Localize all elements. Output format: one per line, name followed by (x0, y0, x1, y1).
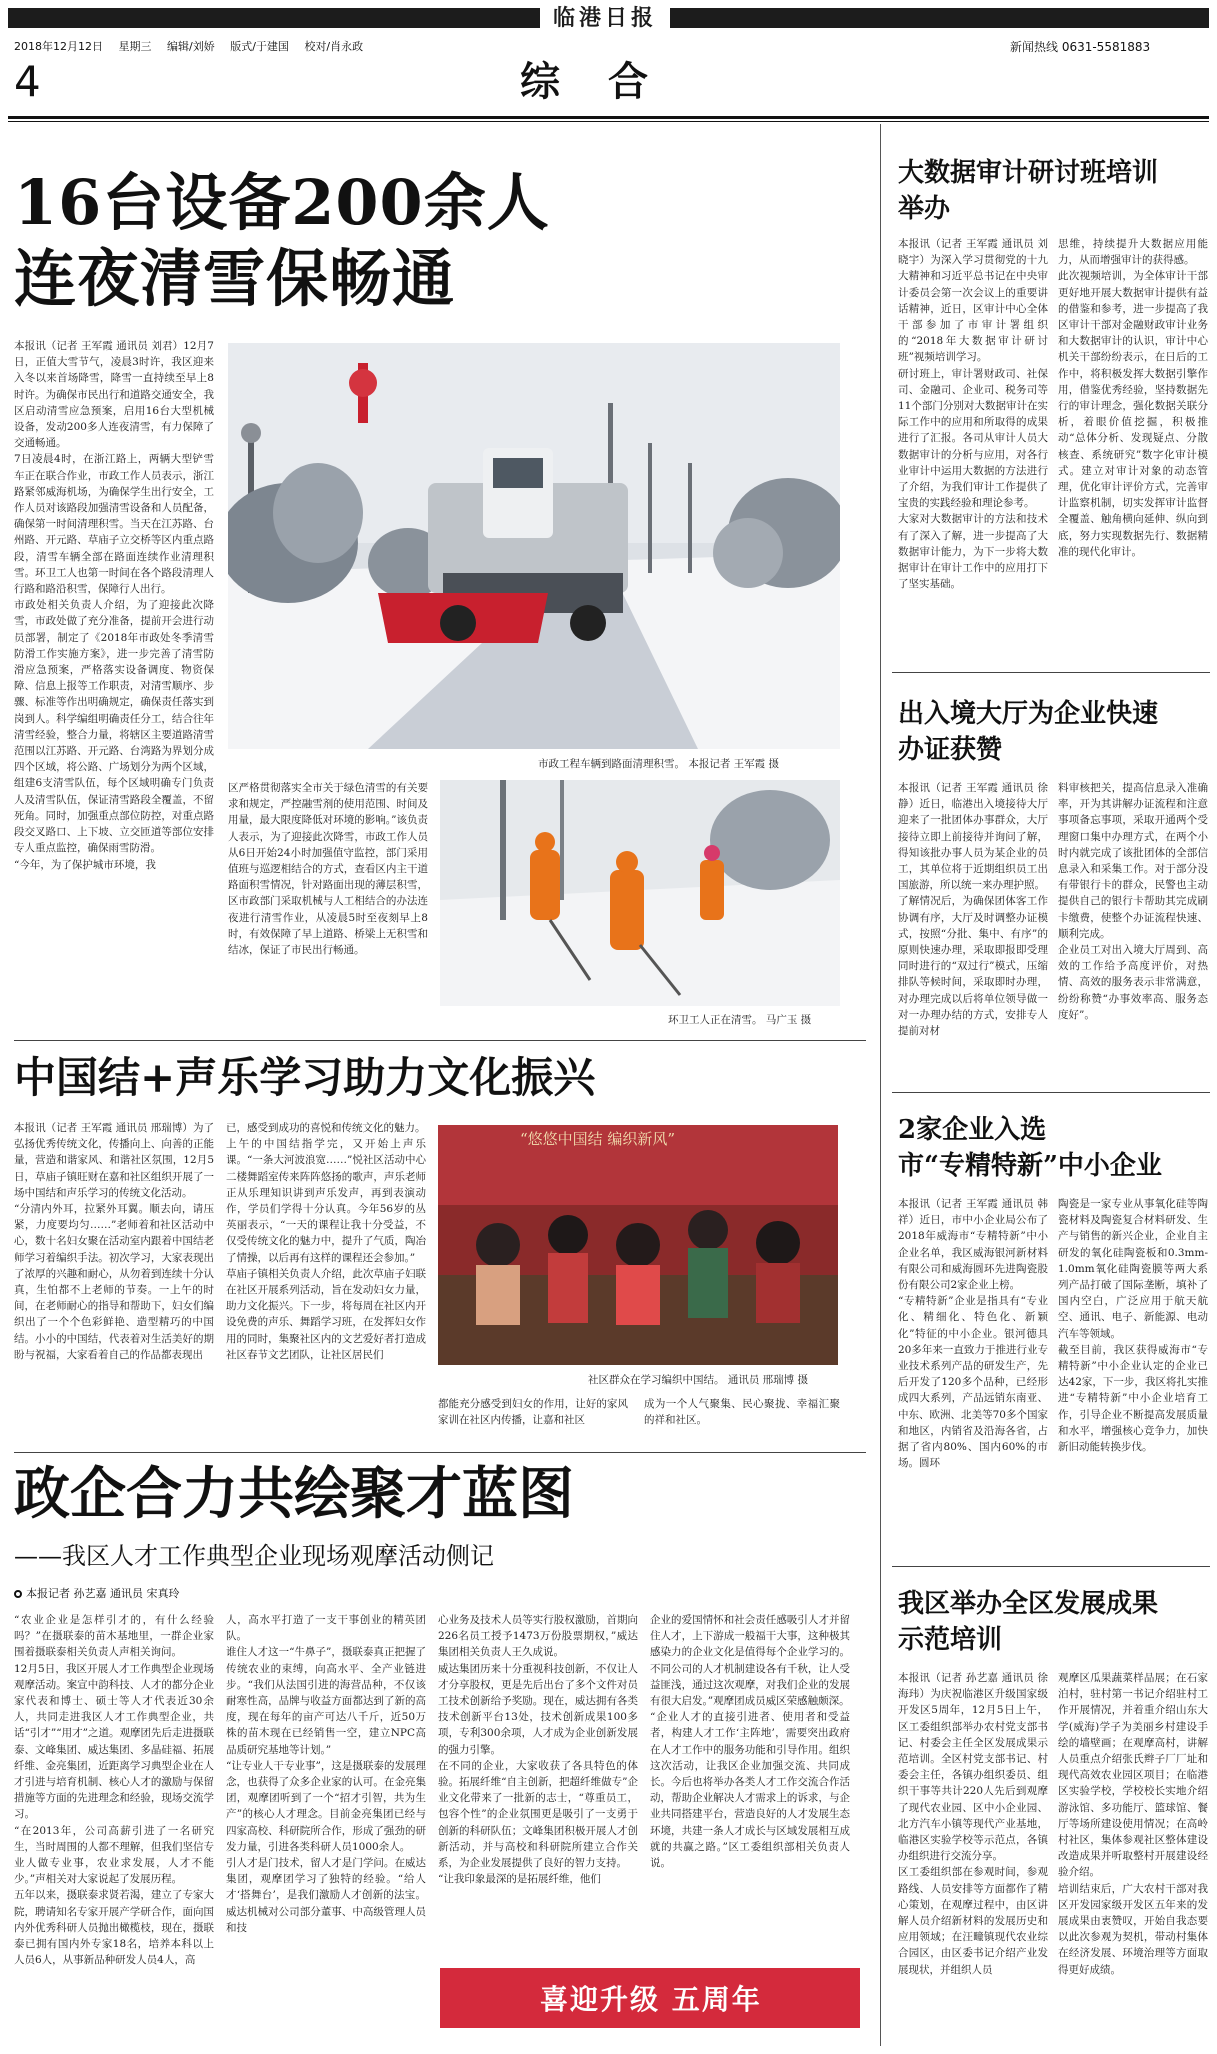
section-rule-2 (14, 1452, 866, 1453)
issue-weekday: 星期三 (118, 40, 152, 53)
article3-col2: 人，高水平打造了一支干事创业的精英团队。 谁住人才这一“牛鼻子”，摄联泰真正把握了传统农业的束缚，向高水平、全产业链进步。“我们从法国引进的海营品种，不仅该耐寒性高，品牌与收益方面都达到了新的高度，现在每年的亩产可达八千斤，近50万株的苗木现在已经销售一空，建立NPC高品质研究基地等计划。” “让专业人干专业事”，这是摄联泰的发展理念，也获得了众多企业家的认可。在金亮集团，观摩团听到了一个“招才引智，共为生产”的核心人才理念。目前金亮集团已经与四家高校、科研院所合作，形成了强劲的研发力量，引进各类科研人员1000余人。 引人才是门技术，留人才是门学问。在威达集团，观摩团学习了独特的经验。“给人才‘搭舞台’，是我们激励人才创新的法宝。威达机械对公司部分董事、中高级管理人员和技 (226, 1614, 426, 1934)
byline-bullet-icon (14, 1590, 22, 1598)
side1-col1: 本报讯（记者 王军霞 通讯员 刘晓宇）为深入学习贯彻党的十九大精神和习近平总书记在中央审计委员会第一次会议上的重要讲话精神，近日，区审计中心全体干部参加了市审计署组织的“2018年大数据审计研讨班”视频培训学习。 研讨班上，审计署财政司、社保司、金融司、企业司、税务司等11个部门分别对大数据审计在实际工作中的应用和所取得的成果进行了汇报。各司从审计人员大数据审计的分析与应用，对各行业审计中运用大数据的方法进行了介绍，为我们审计工作提供了宝贵的实践经验和理论参考。 大家对大数据审计的方法和技术有了深入了解，进一步提高了大数据审计能力，为下一步将大数据审计在审计工作中的应用打下了坚实基础。 (898, 238, 1048, 591)
article3-byline (14, 1585, 180, 1601)
side-rule-3 (892, 1566, 1210, 1567)
proof-credit: 校对/肖永政 (304, 40, 364, 53)
photo3-caption: 社区群众在学习编织中国结。 通讯员 邢瑞博 摄 (588, 1374, 809, 1386)
article3-col3: 心业务及技术人员等实行股权激励，首期向226名员工授予1473万份股票期权，”威达集团相关负责人王久成说。 威达集团历来十分重视科技创新，不仅让人才分享股权，更是先后出台了多个文件对员工技术创新给予奖励。现在，威达拥有各类技术创新平台13处，技术创新成果100多项，专利300余项，人才成为企业创新发展的强力引擎。 在不同的企业，大家收获了各具特色的体验。拓展纤维“自主创新，把超纤维做专”企业文化带来了一批新的志士，“尊重员工，包容个性”的企业氛围更是吸引了一支勇于创新的科研队伍；文峰集团积极开展人才创新活动，并与高校和科研院所建立合作关系，为企业发展提供了良好的智力支持。 “让我印象最深的是拓展纤维，他们 (438, 1614, 638, 1886)
issue-meta (14, 38, 375, 54)
section-rule-1 (14, 1040, 866, 1041)
article1-col1: 本报讯（记者 王军霞 通讯员 刘君）12月7日，正值大雪节气，凌晨3时许，我区迎来入冬以来首场降雪，降雪一直持续至早上8时许。为确保市民出行和道路交通安全，我区启动清雪应急预案，启用16台大型机械设备，发动200多人连夜清雪，有力保障了交通畅通。 7日凌晨4时，在浙江路上，两辆大型铲雪车正在联合作业，市政工作人员表示，浙江路紧邻威海机场，为确保学生出行安全，工作人员对该路段加强清雪设备和人员配备，确保第一时间清理积雪。当天在江苏路、台州路、开元路、草庙子立交桥等区内重点路段，清雪车辆全部在路面连续作业清理积雪。环卫工人也第一时间在各个路段清理人行路和路沿积雪，保障行人出行。 市政处相关负责人介绍，为了迎接此次降雪，市政处做了充分准备，提前开会进行动员部署，制定了《2018年市政处冬季清雪防滑工作实施方案》，进一步完善了清雪防滑应急预案，严格落实设备调度、物资保障、信息上报等工作职责，对清雪顺序、步骤、标准等作出明确规定，确保责任落实到岗到人。科学编组明确责任分工，结合往年清雪经验，整合力量，将辖区主要道路清雪范围以江苏路、开元路、台湾路为界划分成四个区域，将公路、广场划分为两个区域，组建6支清雪队伍，每个区域明确专门负责人及清雪队伍，保证清雪路段全覆盖，不留死角。同时，加强重点部位防控，对重点路段交叉路口、上下坡、立交匝道等部位安排专人重点监控，确保雨雪防滑。 “今年，为了保护城市环境，我 (14, 340, 214, 871)
newspaper-logo: 临港日报 (540, 4, 670, 32)
photo-banner-text: “悠悠中国结 编织新风” (520, 1130, 676, 1148)
headline-development-training: 我区举办全区发展成果 示范培训 (898, 1589, 1159, 1655)
side3-col2: 陶瓷是一家专业从事氧化硅等陶瓷材料及陶瓷复合材料研发、生产与销售的新兴企业，企业自主研发的氧化硅陶瓷板和0.3mm-1.0mm氧化硅陶瓷膜等两大系列产品打破了国际垄断，填补了国内空白，广泛应用于航天航空、通讯、电子、新能源、电动汽车等领域。 截至目前，我区获得威海市“专精特新”中小企业认定的企业已达42家，下一步，我区将扎实推进“专精特新”中小企业培育工作，引导企业不断提高发展质量和水平，增强核心竞争力，加快新旧动能转换步伐。 (1058, 1198, 1208, 1454)
headline-audit-training: 大数据审计研讨班培训 举办 (898, 158, 1159, 224)
article3-col4: 企业的爱国情怀和社会责任感吸引人才并留住人才，上下游成一般福干大事，这种极其感染力的企业文化是值得每个企业学习的。不同公司的人才机制建设各有千秋，让人受益匪浅，通过这次观摩，对我们企业的发展有很大启发。”观摩团成员威区荣感触颇深。 “企业人才的直接引进者、使用者和受益者，构建人才工作‘主阵地’，需要突出政府在人才工作中的服务功能和引导作用。组织这次活动，让我区企业加强交流、共同成长。今后也将举办各类人才工作交流合作活动，帮助企业解决人才需求上的诉求，与企业共同搭建平台，营造良好的人才发展生态环境，共建一条人才成长与区域发展相互成就的共赢之路。”区工委组织部相关负责人说。 (650, 1614, 850, 1870)
headline-exit-entry: 出入境大厅为企业快速 办证获赞 (898, 699, 1159, 765)
photo-sanitation-workers (440, 780, 840, 1006)
photo2-caption: 环卫工人正在清雪。 马广玉 摄 (668, 1014, 812, 1026)
headline-chinese-knot: 中国结+声乐学习助力文化振兴 (14, 1053, 596, 1102)
news-hotline: 新闻热线 0631-5581883 (1010, 40, 1151, 54)
side2-col1: 本报讯（记者 王军霞 通讯员 徐静）近日，临港出入境接待大厅迎来了一批团体办事群众，大厅接待立即上前接待并询问了解，得知该批办事人员为某企业的员工，其单位将于近期组织员工出国旅游，所以统一来办理护照。 了解情况后，为确保团体客工作协调有序，大厅及时调整办证模式，按照“分批、集中、有序”的原则快速办理，采取即报即受理同时进行的“双过行”模式，压缩排队等候时间，采取即时办理，对办理完成以后将单位领导做一对一办理办结的方式，安排专人提前对材 (898, 782, 1048, 1038)
article2-col1: 本报讯（记者 王军霞 通讯员 邢瑞博）为了弘扬优秀传统文化，传播向上、向善的正能量，营造和谐家风、和谐社区氛围，12月5日，草庙子镇旺财在嘉和社区组织开展了一场中国结和声乐学习的传统文化活动。 “分清内外耳，拉紧外耳翼。顺去向，请压紧，力度要均匀……”老师着和社区活动中心，数十名妇女聚在活动室内跟着中国结老师学习着编织手法。初次学习，大家表现出了浓厚的兴趣和耐心，从勿着到连续十分认真，生怕都不上老师的节奏。一上午的时间，在老师耐心的指导和帮助下，妇女们编织出了一个个色彩鲜艳、造型精巧的中国结。小小的中国结，代表着对生活美好的期盼与祝福，大家看着自己的作品都表现出 (14, 1122, 214, 1361)
page-number: 4 (14, 57, 41, 106)
masthead-rule-thin (8, 121, 1209, 122)
column-divider (880, 124, 881, 2046)
side4-col2: 观摩区瓜果蔬菜样品展；在石家泊村，驻村第一书记介绍驻村工作开展情况，并着重介绍山东大学(威海)学子为美丽乡村建设手绘的墙壁画；在观摩高村，讲解人员重点介绍张氏辫子厂厂址和现代高效农业园区项目；在临港区实验学校，学校校长实地介绍游泳馆、多功能厅、篮球馆、餐厅等场所建设使用情况；在高岭村社区，集体参观社区整体建设改造成果并听取整村开展建设经验介绍。 培训结束后，广大农村干部对我区开发园家级开发区五年来的发展成果由衷赞叹，开始自我态要以此次参观为契机，带动村集体在经济发展、环境治理等方面取得更好成绩。 (1058, 1672, 1208, 1976)
article2-col4: 成为一个人气聚集、民心聚拢、幸福汇聚的祥和社区。 (644, 1398, 840, 1427)
side1-col2: 思维，持续提升大数据应用能力，从而增强审计的获得感。 此次视频培训，为全体审计干部更好地开展大数据审计提供有益的借鉴和参考，进一步提高了我区审计干部对金融财政审计业务和大数据审计的认识，审计中心机关干部纷纷表示，在日后的工作中，将积极发挥大数据引擎作用，借鉴优秀经验，坚持数据先行的审计理念，强化数据关联分析，着眼价值挖掘，积极推动“总体分析、发现疑点、分散核查、系统研究”数字化审计模式。建立对审计对象的动态管理，优化审计评价方式，完善审计监察机制，切实发挥审计监督全覆盖、触角横向延伸、纵向到底，努力实现数据先行、数据精准的现代化审计。 (1058, 238, 1208, 558)
section-title: 综合 (520, 58, 696, 105)
editor-credit: 编辑/刘娇 (167, 40, 215, 53)
masthead-rule (8, 116, 1209, 119)
side-rule-2 (892, 1092, 1210, 1093)
article3-col1: “农业企业是怎样引才的，有什么经验吗？”在摄联泰的苗木基地里，一群企业家围着摄联泰相关负责人声相关询问。 12月5日，我区开展人才工作典型企业现场观摩活动。案宣中韵科技、人才的都分企业家代表和博士、硕士等人才代表近30余人，共同走进我区人才工作典型企业，共话“引才”“用才”之道。观摩团先后走进摄联泰、文峰集团、威达集团、多晶硅福、拓展纤维、金亮集团，近距离学习典型企业在人才引进与培育机制、核心人才的激励与保留措施等方面的先进理念和经验，现场交流学习。 “在2013年，公司高薪引进了一名研究生，当时周围的人都不理解，但我们坚信专业人做专业事，农业求发展，人才不能少。”声相关对大家说起了发展历程。 五年以来，摄联泰求贤若渴，建立了专家大院，聘请知名专家开展产学研合作，面向国内外优秀科研人员抛出橄榄枝，现在，摄联泰已拥有国内外专家18名，培养本科以上人员6人，从事新品种研发人员4人，高 (14, 1614, 214, 1967)
headline-talent: 政企合力共绘聚才蓝图 (14, 1461, 574, 1527)
article2-col3: 都能充分感受到妇女的作用，让好的家风家训在社区内传播，让嘉和社区 (438, 1398, 628, 1427)
anniversary-banner-text: 喜迎升级 五周年 (540, 1983, 762, 2016)
photo-knot-class (438, 1125, 838, 1365)
side4-col1: 本报讯（记者 孙艺嘉 通讯员 徐海玮）为庆祝临港区升级国家级开发区5周年，12月5日上午，区工委组织部举办农村党支部书记、村委会主任全区发展成果示范培训。全区村党支部书记、村委会主任，各镇办组织委员、组织干事等共计220人先后到观摩了现代农业园、区中小企业园、北方汽车小镇等现代产业基地，临港区实验学校等示范点，各镇办组织进行交流分享。 区工委组织部在参观时间，参观路线、人员安排等方面都作了精心策划，在观摩过程中，由区讲解人员介绍新材料的发展历史和应用领域；在汪疃镇现代农业综合园区，由区委书记介绍产业发展现状，并组织人员 (898, 1672, 1048, 1976)
side2-col2: 料审核把关，提高信息录入准确率，开为其讲解办证流程和注意事项备忘事项，采取开通两个受理窗口集中办理方式，在两个小时内就完成了该批团体的全部信息录入和采集工作。对于部分没有带银行卡的群众，民警也主动提供自己的银行卡帮助其完成刷卡缴费，使整个办证流程快速、顺利完成。 企业员工对出入境大厅周到、高效的工作给予高度评价，对热情、高效的服务表示非常满意，纷纷称赞“办事效率高、服务态度好”。 (1058, 782, 1208, 1021)
article1-col2: 区严格贯彻落实全市关于绿色清雪的有关要求和规定，严控融雪剂的使用范围、时间及用量，最大限度降低对环境的影响。”该负责人表示，为了迎接此次降雪，市政工作人员从6日开始24小时加强值守监控，部门采用值班与巡逻相结合的方式，查看区内主干道路面积雪情况，针对路面出现的薄层积雪，区市政部门采取机械与人工相结合的办法连夜进行清雪作业，从凌晨5时至夜刻早上8时，有效保障了早上道路、桥梁上无积雪和结冰，保证了市民出行畅通。 (228, 782, 428, 957)
photo1-caption: 市政工程车辆到路面清理积雪。 本报记者 王军霞 摄 (538, 758, 780, 770)
headline-specialized-enterprises: 2家企业入选 市“专精特新”中小企业 (898, 1115, 1162, 1181)
byline-text: 本报记者 孙艺嘉 通讯员 宋真玲 (26, 1587, 180, 1600)
photo-snow-plow (228, 343, 840, 749)
knot-class-illustration (438, 1125, 838, 1365)
side3-col1: 本报讯（记者 王军霞 通讯员 韩祥）近日，市中小企业局公布了2018年威海市“专精特新”中小企业名单，我区威海银河新材料有限公司和威海圆环先进陶瓷股份有限公司2家企业上榜。 “专精特新”企业是指具有“专业化、精细化、特色化、新颖化”特征的中小企业。银河德具20多年来一直致力于推进行业专业技术系列产品的研发生产，先后开发了120多个品种，已经形成四大系列，产品远销东南亚、中东、欧洲、北美等70多个国家和地区，内销省及沿海各省，占据了省内80%、国内60%的市场。圆环 (898, 1198, 1048, 1470)
snow-plow-illustration (228, 343, 840, 749)
issue-date: 2018年12月12日 (14, 40, 103, 53)
sanitation-workers-illustration (440, 780, 840, 1006)
article2-col2: 已，感受到成功的喜悦和传统文化的魅力。 上午的中国结指学完，又开始上声乐课。“一条大河波浪宽……”悦社区活动中心二楼舞蹈室传来阵阵悠扬的歌声，声乐老师正从乐理知识讲到声乐发声，再到表演动作，学员们学得十分认真。今年56岁的丛英丽表示，“一天的课程让我十分受益，不仅受传统文化的魅力中，提升了气质，陶冶了情操，以后再有这样的课程还会参加。” 草庙子镇相关负责人介绍，此次草庙子妇联在社区开展系列活动，旨在发动妇女力量，助力文化振兴。下一步，将每周在社区内开设免费的声乐、舞蹈学习班，在发挥妇女作用的同时，集聚社区内的文艺爱好者打造成社区春节文艺团队，让社区居民们 (226, 1122, 426, 1361)
headline-snow-clearing: 16台设备200余人 连夜清雪保畅通 (14, 166, 550, 315)
side-rule-1 (892, 672, 1210, 673)
subheadline-talent: ——我区人才工作典型企业现场观摩活动侧记 (14, 1542, 494, 1570)
layout-credit: 版式/于建国 (230, 40, 289, 53)
